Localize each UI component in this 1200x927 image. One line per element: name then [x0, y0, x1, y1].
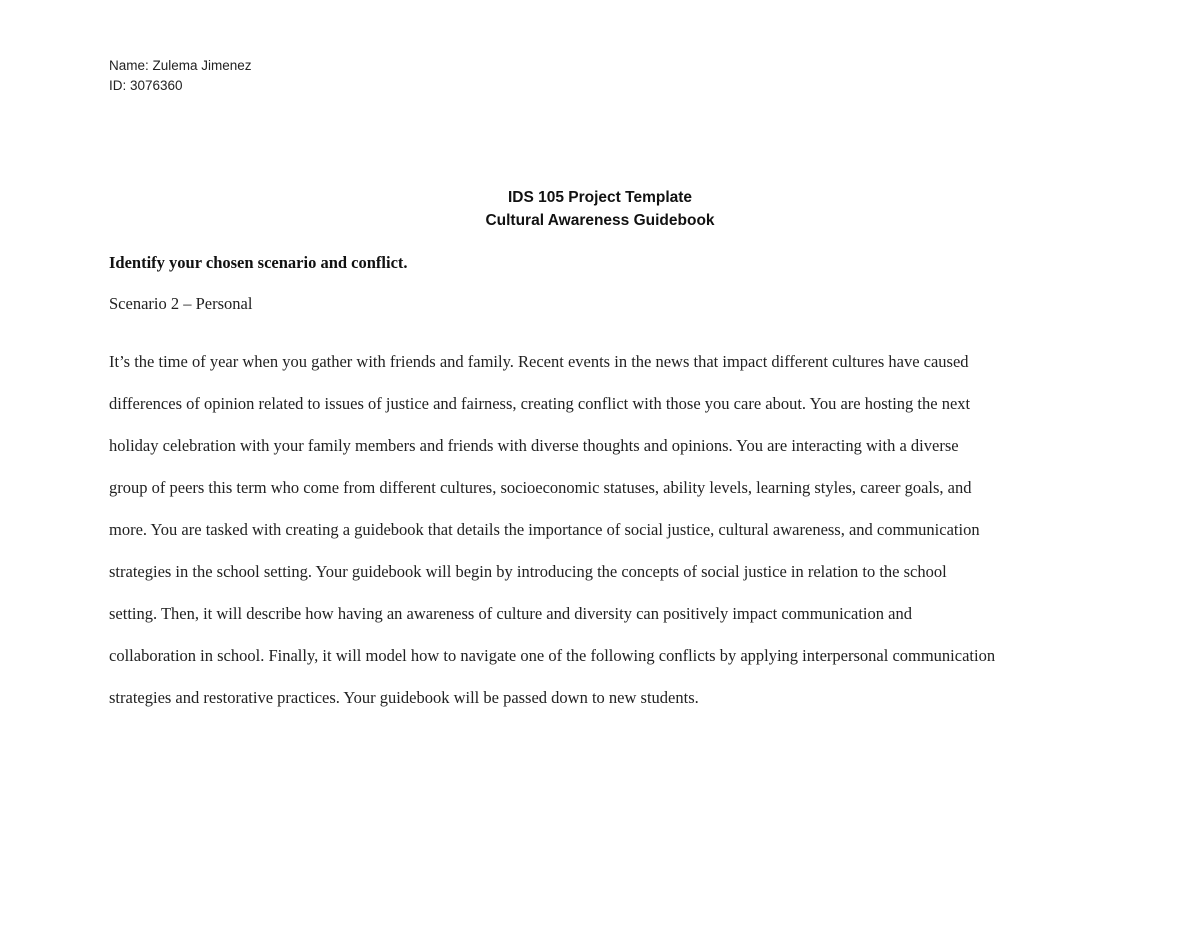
body-line: collaboration in school. Finally, it will model how to navigate one of the following conflicts by applying interpersonal communication	[109, 646, 996, 665]
student-name: Name: Zulema Jimenez	[109, 58, 252, 73]
body-line: more. You are tasked with creating a guidebook that details the importance of social justice, cultural awareness, and communication	[109, 520, 980, 539]
section-heading: Identify your chosen scenario and conflict.	[109, 253, 408, 272]
body-line: It’s the time of year when you gather with friends and family. Recent events in the news that impact different cultures have caused	[109, 352, 969, 371]
body-line: strategies in the school setting. Your guidebook will begin by introducing the concepts of social justice in relation to the school	[109, 562, 947, 581]
body-line: differences of opinion related to issues of justice and fairness, creating conflict with those you care about. You are hosting the next	[109, 394, 971, 413]
body-line: group of peers this term who come from different cultures, socioeconomic statuses, ability levels, learning styles, career goals, and	[109, 478, 972, 497]
scenario-description	[109, 351, 1109, 729]
title-line-1: IDS 105 Project Template	[507, 189, 693, 206]
student-header	[109, 56, 252, 96]
body-line: holiday celebration with your family members and friends with diverse thoughts and opinions. You are interacting with a diverse	[109, 436, 959, 455]
body-line: setting. Then, it will describe how having an awareness of culture and diversity can positively impact communication and	[109, 604, 912, 623]
student-id: ID: 3076360	[109, 78, 183, 93]
document-title	[0, 186, 1200, 232]
scenario-label: Scenario 2 – Personal	[109, 294, 253, 313]
title-line-2: Cultural Awareness Guidebook	[485, 212, 715, 229]
body-line: strategies and restorative practices. Your guidebook will be passed down to new students.	[109, 688, 699, 707]
